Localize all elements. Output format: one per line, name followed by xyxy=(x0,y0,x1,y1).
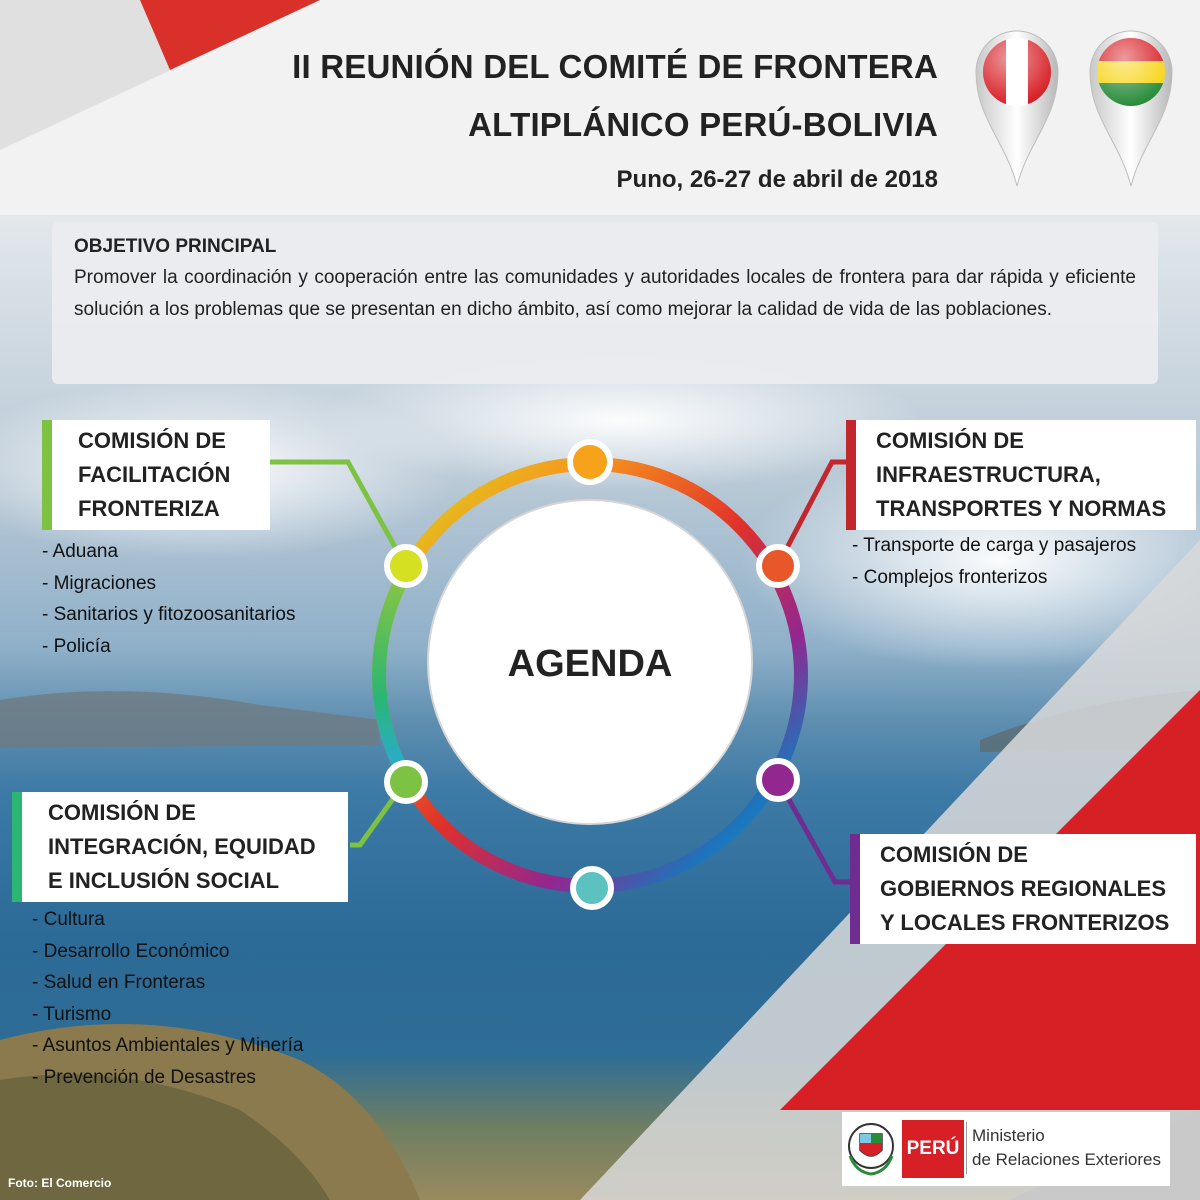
list-item: - Aduana xyxy=(42,541,119,562)
list-item: - Turismo xyxy=(32,1003,112,1025)
facilitacion-items xyxy=(42,536,295,662)
list-item: - Prevención de Desastres xyxy=(32,1066,256,1088)
ministry-name-line: Ministerio xyxy=(972,1126,1045,1145)
page-subtitle: ALTIPLÁNICO PERÚ-BOLIVIA xyxy=(468,106,938,143)
list-item: - Policía xyxy=(42,635,111,657)
objective-title: OBJETIVO PRINCIPAL xyxy=(74,236,277,257)
integracion-items xyxy=(32,904,303,1093)
coat-of-arms-icon xyxy=(846,1116,896,1180)
commission-facilitacion xyxy=(42,420,270,530)
event-date: Puno, 26-27 de abril de 2018 xyxy=(616,166,938,193)
ring-node xyxy=(570,442,610,482)
commission-title-line: E INCLUSIÓN SOCIAL xyxy=(48,868,280,893)
list-item: - Asuntos Ambientales y Minería xyxy=(32,1035,304,1056)
objective-text: Promover la coordinación y cooperación entre las comunidades y autoridades locales de frontera para dar rápida y eficiente solución a los problemas que se presentan en dicho ámbito, así como mejorar la calidad de vida de las poblaciones. xyxy=(74,267,1136,320)
commission-infraestructura xyxy=(846,420,1196,530)
list-item: - Salud en Fronteras xyxy=(32,972,206,993)
commission-title-line: COMISIÓN DE xyxy=(48,800,196,825)
photo-credit: Foto: El Comercio xyxy=(8,1176,112,1190)
commission-title-line: Y LOCALES FRONTERIZOS xyxy=(880,910,1170,935)
commission-title-line: INTEGRACIÓN, EQUIDAD xyxy=(48,834,316,859)
infraestructura-items xyxy=(852,530,1136,593)
commission-title-line: INFRAESTRUCTURA, xyxy=(876,462,1101,487)
ring-node xyxy=(759,547,797,585)
ring-node xyxy=(573,869,611,907)
commission-title-line: COMISIÓN DE xyxy=(880,842,1028,867)
commission-integracion xyxy=(12,792,348,902)
list-item: - Cultura xyxy=(32,909,105,930)
peru-brand: PERÚ xyxy=(902,1120,964,1178)
commission-title-line: COMISIÓN DE xyxy=(876,428,1024,453)
list-item: - Desarrollo Económico xyxy=(32,940,230,962)
commission-gobiernos xyxy=(850,834,1196,944)
ring-node xyxy=(387,547,425,585)
commission-title-line: GOBIERNOS REGIONALES xyxy=(880,876,1167,901)
ring-node xyxy=(759,761,797,799)
commission-title-line: FRONTERIZA xyxy=(78,496,220,521)
commission-title-line: FACILITACIÓN xyxy=(78,462,231,487)
agenda-label: AGENDA xyxy=(507,643,673,685)
commission-title-line: COMISIÓN DE xyxy=(78,428,226,453)
list-item: - Migraciones xyxy=(42,572,157,594)
logo-divider xyxy=(966,1122,967,1174)
commission-title-line: TRANSPORTES Y NORMAS xyxy=(876,496,1167,521)
ministry-name-line: de Relaciones Exteriores xyxy=(972,1150,1161,1169)
agenda-ring-left-arc xyxy=(379,570,407,780)
list-item: - Complejos fronterizos xyxy=(852,566,1048,588)
list-item: - Transporte de carga y pasajeros xyxy=(852,535,1137,556)
list-item: - Sanitarios y fitozoosanitarios xyxy=(42,604,296,625)
ring-node xyxy=(387,763,425,801)
page-title: II REUNIÓN DEL COMITÉ DE FRONTERA xyxy=(292,48,938,85)
